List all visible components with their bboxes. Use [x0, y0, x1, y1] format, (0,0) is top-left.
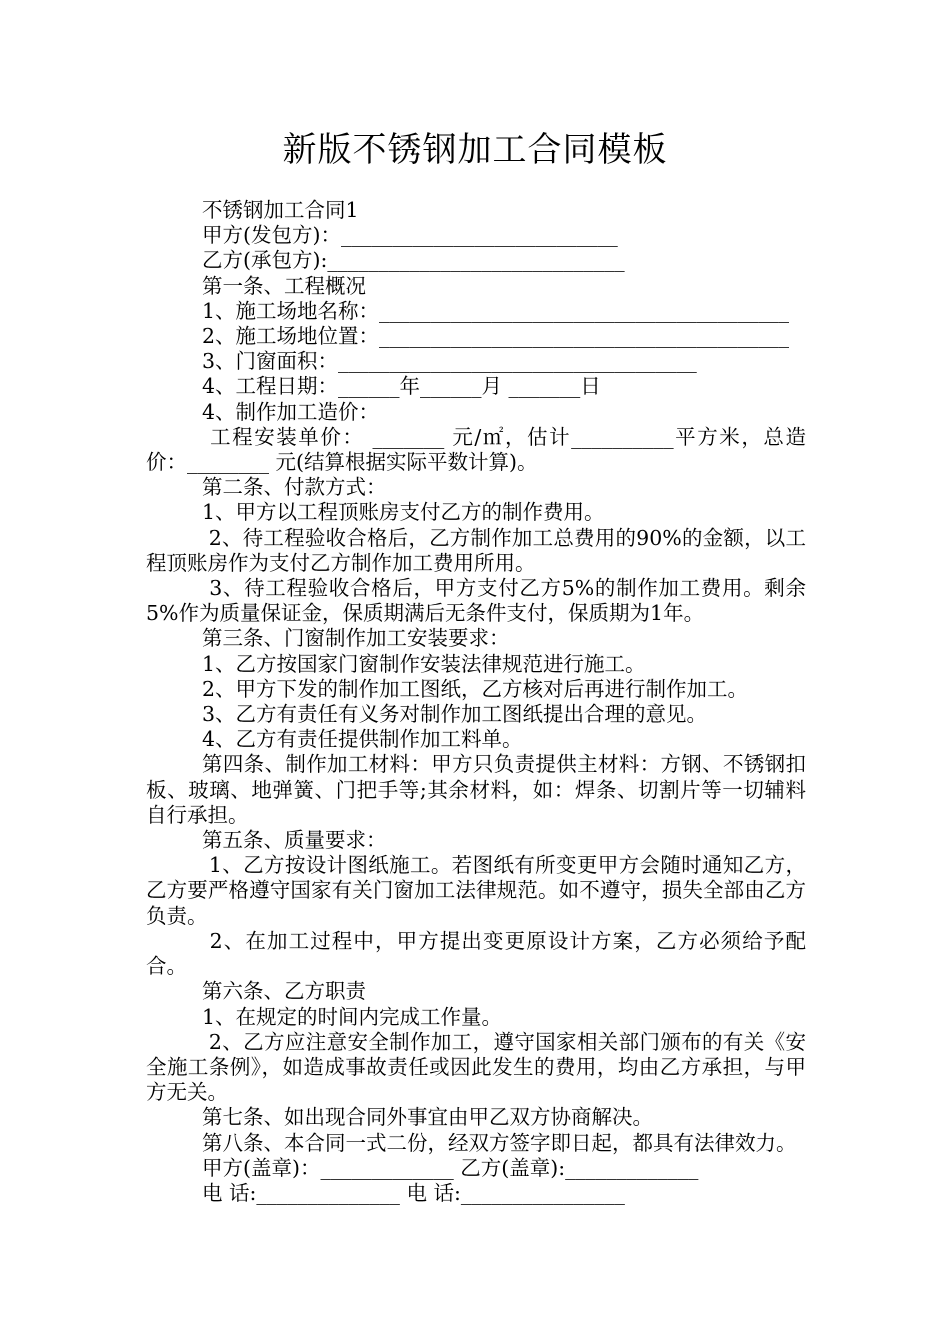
- article-8-paragraph: 第八条、本合同一式二份，经双方签字即日起，都具有法律效力。: [202, 1130, 797, 1155]
- contract-heading: 不锈钢加工合同1: [202, 198, 359, 222]
- article-5-heading: 第五条、质量要求：: [202, 828, 387, 853]
- duty-item-2: 2、乙方应注意安全制作加工，遵守国家相关部门颁布的有关《安全施工条例》，如造成事故责任或因此发生的费用，均由乙方承担，与甲方无关。: [146, 1029, 806, 1105]
- cost-heading: 4、制作加工造价：: [202, 399, 380, 424]
- site-location-line: 2、施工场地位置：________________________________________: [202, 324, 790, 349]
- payment-item-3: 3、待工程验收合格后，甲方支付乙方5%的制作加工费用。剩余5%作为质量保证金，保质期满后无条件支付，保质期为1年。: [146, 576, 806, 626]
- article-2-heading: 第二条、付款方式：: [202, 475, 387, 500]
- requirement-item-3: 3、乙方有责任有义务对制作加工图纸提出合理的意见。: [202, 702, 708, 727]
- phone-line: 电 话:______________ 电 话:________________: [202, 1180, 625, 1205]
- unit-price-paragraph: 工程安装单价： _______ 元/㎡，估计__________平方米，总造价：________ 元(结算根据实际平数计算)。: [146, 424, 806, 475]
- party-a-line: 甲方(发包方)：___________________________: [202, 223, 618, 248]
- document-title: 新版不锈钢加工合同模板: [282, 130, 668, 170]
- requirement-item-4: 4、乙方有责任提供制作加工料单。: [202, 727, 523, 752]
- payment-item-1: 1、甲方以工程顶账房支付乙方的制作费用。: [202, 500, 605, 525]
- payment-item-2: 2、待工程验收合格后，乙方制作加工总费用的90%的金额，以工程顶账房作为支付乙方制作加工费用所用。: [146, 525, 806, 575]
- requirement-item-2: 2、甲方下发的制作加工图纸，乙方核对后再进行制作加工。: [202, 676, 749, 701]
- site-name-line: 1、施工场地名称：________________________________________: [202, 298, 790, 323]
- party-b-line: 乙方(承包方):_____________________________: [202, 248, 625, 273]
- article-6-heading: 第六条、乙方职责: [202, 979, 366, 1004]
- quality-item-2: 2、在加工过程中，甲方提出变更原设计方案，乙方必须给予配合。: [146, 928, 806, 979]
- requirement-item-1: 1、乙方按国家门窗制作安装法律规范进行施工。: [202, 651, 646, 676]
- window-area-line: 3、门窗面积：___________________________________: [202, 349, 697, 374]
- article-4-paragraph: 第四条、制作加工材料：甲方只负责提供主材料：方钢、不锈钢扣板、玻璃、地弹簧、门把手等;其余材料，如：焊条、切割片等一切辅料自行承担。: [146, 752, 806, 827]
- project-date-line: 4、工程日期：______年______月 _______日: [202, 374, 601, 399]
- duty-item-1: 1、在规定的时间内完成工作量。: [202, 1004, 503, 1029]
- article-3-heading: 第三条、门窗制作加工安装要求：: [202, 626, 510, 651]
- article-7-paragraph: 第七条、如出现合同外事宜由甲乙双方协商解决。: [202, 1105, 653, 1130]
- seal-line: 甲方(盖章)：_____________ 乙方(盖章):_____________: [202, 1155, 699, 1180]
- article-1-heading: 第一条、工程概况: [202, 273, 366, 298]
- quality-item-1: 1、乙方按设计图纸施工。若图纸有所变更甲方会随时通知乙方，乙方要严格遵守国家有关门窗加工法律规范。如不遵守，损失全部由乙方负责。: [146, 853, 806, 928]
- document-body: [146, 198, 806, 1206]
